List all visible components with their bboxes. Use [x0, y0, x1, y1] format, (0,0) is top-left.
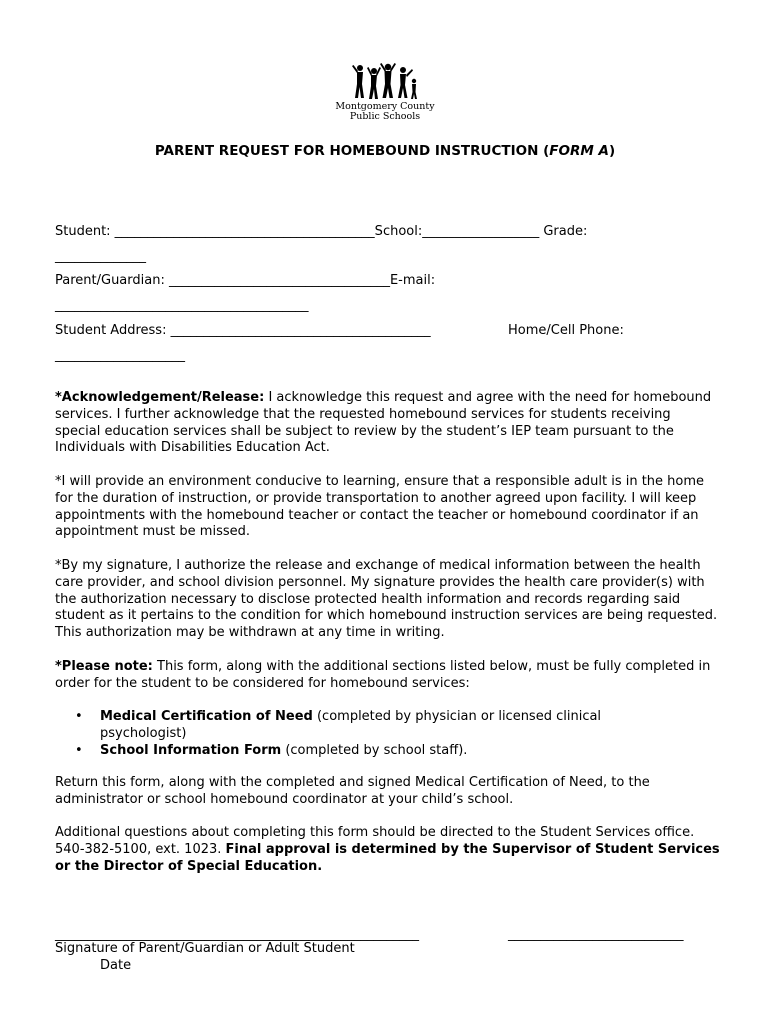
please-note-paragraph	[55, 659, 720, 693]
title-close: )	[608, 143, 616, 159]
bullet-icon: •	[75, 742, 83, 758]
list-item	[75, 709, 675, 743]
ack-text: I acknowledge this request and agree with the need for homebound services. I further acknowledge that the requested homebound services for students receiving special education services shall be subject to review by the student’s IEP team pursuant to the Individuals with Disabilities Education Act.	[55, 390, 712, 456]
student-row[interactable]: Student: ________________________________________School:__________________ Grade:	[55, 224, 588, 239]
date-label: Date	[100, 958, 132, 973]
phone-label: Home/Cell Phone:	[508, 323, 624, 338]
bullet-bold: School Information Form	[100, 742, 282, 758]
address-row-cont[interactable]: ____________________	[55, 348, 185, 363]
questions-text: Additional questions about completing this form should be directed to the Student Services office. 540-382-5100, ext. 1023.	[55, 825, 695, 857]
logo-line-county: Montgomery County	[335, 101, 435, 112]
title-main: PARENT REQUEST FOR HOMEBOUND INSTRUCTION (	[154, 143, 550, 159]
return-paragraph: Return this form, along with the completed and signed Medical Certification of Need, to the administrator or school homebound coordinator at your child’s school.	[55, 775, 650, 807]
parent-row[interactable]: Parent/Guardian: __________________________________E-mail:	[55, 273, 436, 288]
bullet-rest: (completed by school staff).	[281, 742, 468, 758]
logo-text	[330, 102, 440, 122]
note-label: *Please note:	[55, 659, 153, 674]
provide-paragraph: *I will provide an environment conducive to learning, ensure that a responsible adult is in the home for the duration of instruction, or provide transportation to another agreed upon facility. I will keep appointments with the homebound teacher or contact the teacher or homebound coordinator if an appointment must be missed.	[55, 474, 705, 540]
title-form: FORM A	[549, 143, 609, 159]
list-item	[75, 743, 675, 760]
parent-row-cont[interactable]: _______________________________________	[55, 298, 309, 313]
address-row[interactable]: Student Address: ________________________________________	[55, 323, 431, 338]
logo-line-schools: Public Schools	[349, 111, 421, 122]
bullet-rest: (completed by physician or licensed clinical psychologist)	[100, 709, 602, 741]
note-text: This form, along with the additional sections listed below, must be fully completed in order for the student to be considered for homebound services:	[55, 659, 711, 691]
school-logo	[330, 62, 440, 134]
bullet-bold: Medical Certification of Need	[100, 709, 313, 724]
required-sections-list	[75, 709, 675, 759]
children-silhouette-logo-icon	[350, 62, 420, 102]
ack-label: *Acknowledgement/Release:	[55, 390, 265, 405]
acknowledgement-paragraph	[55, 390, 720, 457]
signature-label: Signature of Parent/Guardian or Adult Student	[55, 941, 355, 956]
date-line[interactable]: ___________________________	[508, 927, 684, 942]
signature-line[interactable]: ________________________________________________________	[55, 927, 419, 942]
questions-bold: Final approval is determined by the Supervisor of Student Services or the Director of Special Education.	[55, 841, 720, 874]
questions-paragraph	[55, 825, 720, 875]
page-title	[0, 143, 770, 159]
authorize-paragraph: *By my signature, I authorize the release and exchange of medical information between the health care provider, and school division personnel. My signature provides the health care provider(s) with the authorization necessary to disclose protected health information and records regarding said student as it pertains to the condition for which homebound instruction services are being requested. This authorization may be withdrawn at any time in writing.	[55, 558, 718, 641]
bullet-icon: •	[75, 709, 83, 724]
student-row-cont[interactable]: ______________	[55, 249, 146, 264]
